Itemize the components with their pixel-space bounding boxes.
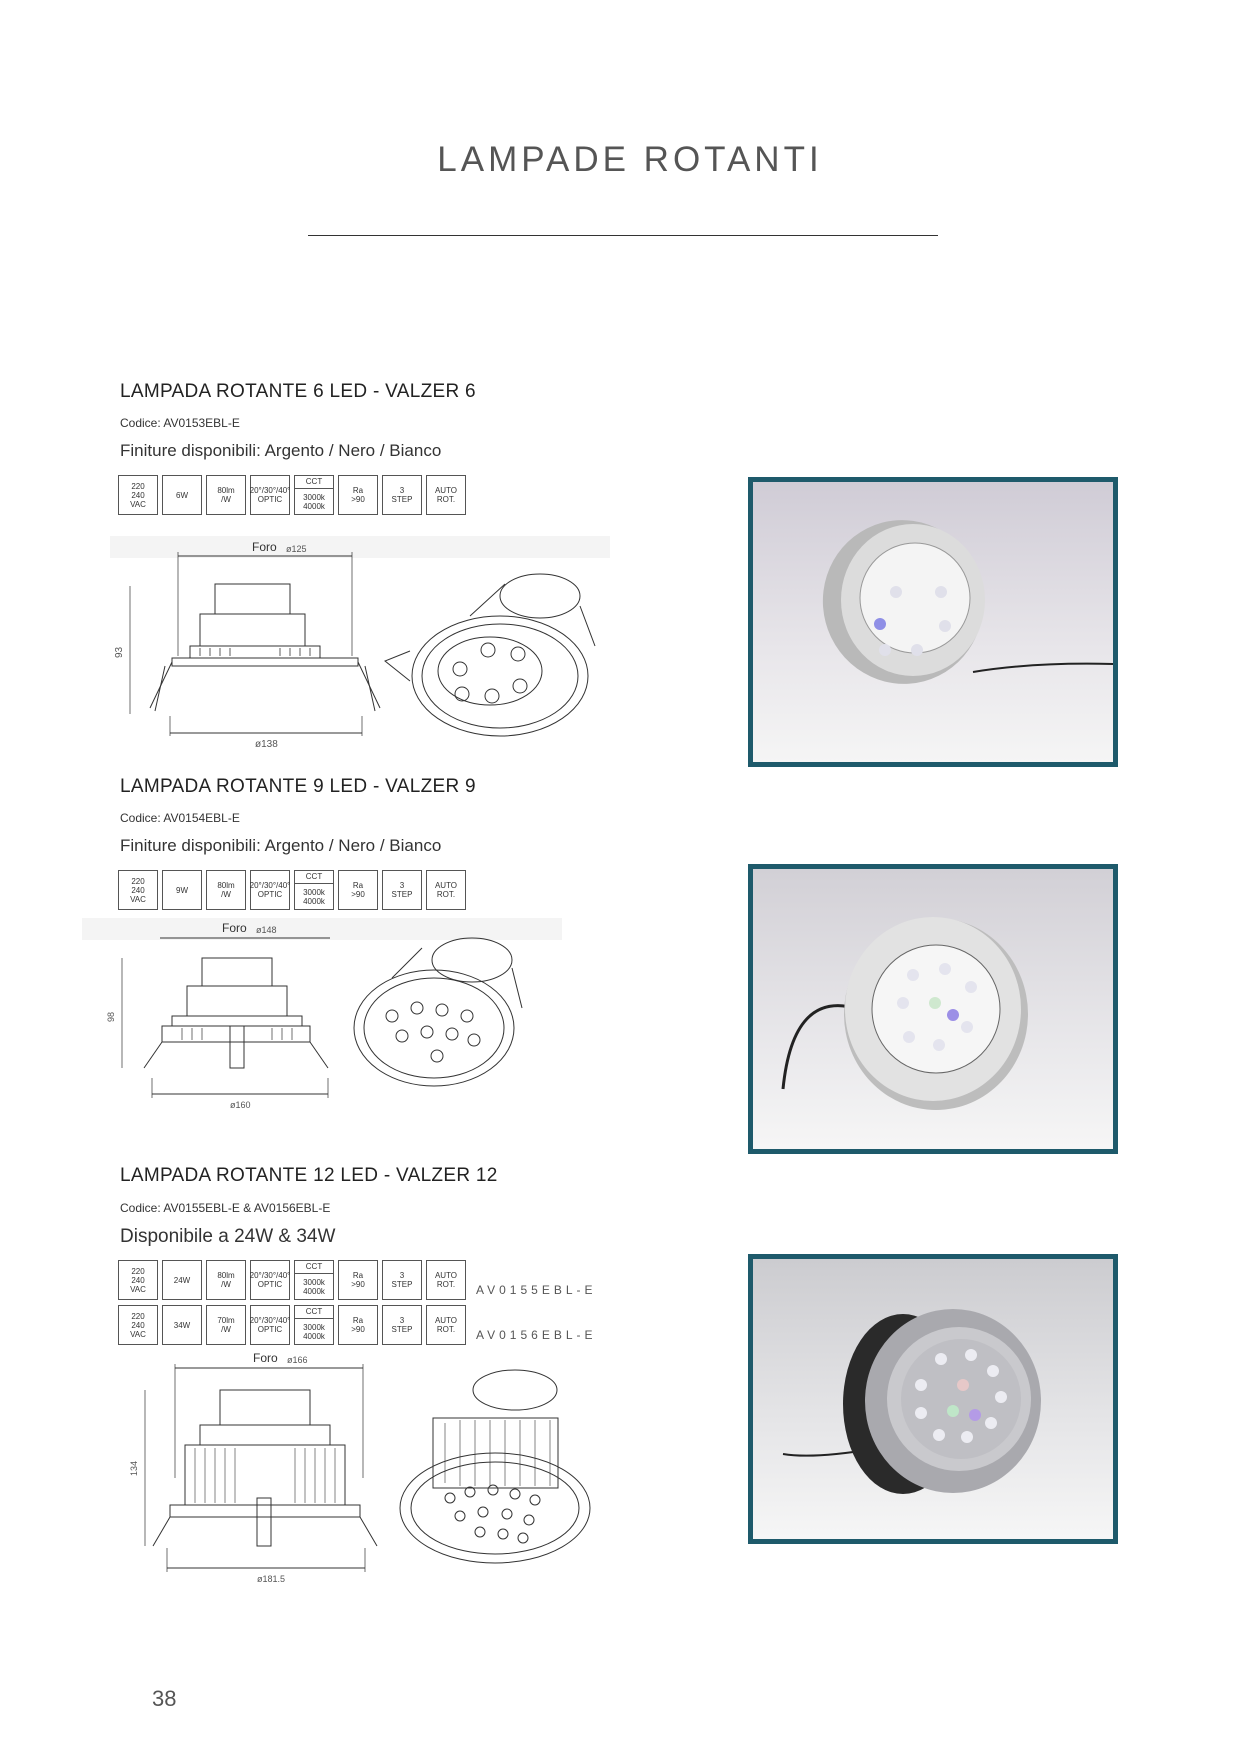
- spec-cct: [294, 1260, 334, 1300]
- product-2-photo-image: [753, 869, 1113, 1149]
- product-3-foro-label: Foro: [253, 1351, 278, 1365]
- spec-cct-label: CCT: [295, 871, 333, 884]
- product-3-height-dim: 134: [129, 1460, 139, 1476]
- spec-cri: Ra >90: [338, 1305, 378, 1345]
- spec-efficacy: 80lm /W: [206, 1260, 246, 1300]
- spec-wattage: 34W: [162, 1305, 202, 1345]
- spec-optic-angles: 20°/30°/40°: [249, 1271, 291, 1280]
- spec-optic: [250, 475, 290, 515]
- product-3-spec-row-2: [118, 1305, 466, 1345]
- spec-cct-label: CCT: [295, 476, 333, 489]
- product-2-foro-dim: ø148: [256, 925, 277, 935]
- spec-wattage: 24W: [162, 1260, 202, 1300]
- spec-cct: [294, 870, 334, 910]
- product-1-spec-row: [118, 475, 466, 515]
- spec-efficacy: 80lm /W: [206, 475, 246, 515]
- product-2-finish: Finiture disponibili: Argento / Nero / Bianco: [120, 836, 442, 855]
- page-title: LAMPADE ROTANTI: [437, 140, 823, 179]
- product-3-code: Codice: AV0155EBL-E & AV0156EBL-E: [120, 1201, 331, 1215]
- product-1-height-dim: 93: [114, 646, 125, 658]
- spec-cct-label: CCT: [295, 1306, 333, 1319]
- spec-efficacy: 80lm /W: [206, 870, 246, 910]
- product-3-name: LAMPADA ROTANTE 12 LED - VALZER 12: [120, 1165, 498, 1186]
- spec-step: 3 STEP: [382, 1305, 422, 1345]
- spec-cct-values: 3000k 4000k: [303, 1277, 325, 1296]
- product-3-row-1-code: AV0155EBL-E: [476, 1283, 597, 1297]
- product-1-finish: Finiture disponibili: Argento / Nero / Bianco: [120, 441, 442, 460]
- spec-cri: Ra >90: [338, 475, 378, 515]
- product-1-photo-image: [753, 482, 1113, 762]
- product-3-photo: [748, 1254, 1118, 1544]
- spec-optic-label: OPTIC: [257, 1280, 283, 1289]
- spec-step: 3 STEP: [382, 475, 422, 515]
- product-2-photo: [748, 864, 1118, 1154]
- spec-voltage: 220 240 VAC: [118, 1260, 158, 1300]
- spec-optic: [250, 870, 290, 910]
- spec-optic-label: OPTIC: [257, 890, 283, 899]
- product-1-technical-drawing: [110, 536, 610, 751]
- product-2-technical-drawing: [82, 918, 562, 1118]
- spec-cri: Ra >90: [338, 1260, 378, 1300]
- spec-cri: Ra >90: [338, 870, 378, 910]
- product-3-width-dim: ø181.5: [257, 1574, 286, 1584]
- spec-optic-label: OPTIC: [257, 495, 283, 504]
- spec-voltage: 220 240 VAC: [118, 1305, 158, 1345]
- product-2-foro-label: Foro: [222, 921, 247, 935]
- product-1-foro-label: Foro: [252, 540, 277, 554]
- spec-wattage: 9W: [162, 870, 202, 910]
- spec-efficacy: 70lm /W: [206, 1305, 246, 1345]
- product-1-name: LAMPADA ROTANTE 6 LED - VALZER 6: [120, 381, 476, 402]
- spec-auto-rotation: AUTO ROT.: [426, 1260, 466, 1300]
- page-number: 38: [152, 1686, 177, 1711]
- spec-optic-angles: 20°/30°/40°: [249, 881, 291, 890]
- spec-wattage: 6W: [162, 475, 202, 515]
- spec-cct: [294, 1305, 334, 1345]
- spec-cct-values: 3000k 4000k: [303, 492, 325, 511]
- spec-cct-values: 3000k 4000k: [303, 1322, 325, 1341]
- product-3-photo-image: [753, 1259, 1113, 1539]
- product-2-spec-row: [118, 870, 466, 910]
- spec-step: 3 STEP: [382, 870, 422, 910]
- title-divider: [308, 235, 938, 236]
- product-1-code: Codice: AV0153EBL-E: [120, 416, 240, 430]
- spec-optic-angles: 20°/30°/40°: [249, 1316, 291, 1325]
- product-1-photo: [748, 477, 1118, 767]
- product-2-width-dim: ø160: [230, 1100, 251, 1110]
- product-3-technical-drawing: [115, 1348, 635, 1593]
- spec-voltage: 220 240 VAC: [118, 870, 158, 910]
- product-3-finish: Disponibile a 24W & 34W: [120, 1226, 336, 1247]
- spec-auto-rotation: AUTO ROT.: [426, 870, 466, 910]
- spec-optic: [250, 1305, 290, 1345]
- product-1-width-dim: ø138: [255, 739, 278, 750]
- spec-step: 3 STEP: [382, 1260, 422, 1300]
- spec-voltage: 220 240 VAC: [118, 475, 158, 515]
- spec-auto-rotation: AUTO ROT.: [426, 1305, 466, 1345]
- spec-cct-label: CCT: [295, 1261, 333, 1274]
- product-1-foro-dim: ø125: [286, 544, 307, 554]
- product-2-height-dim: 98: [106, 1011, 116, 1022]
- product-2-name: LAMPADA ROTANTE 9 LED - VALZER 9: [120, 776, 476, 797]
- spec-cct-values: 3000k 4000k: [303, 887, 325, 906]
- product-3-row-2-code: AV0156EBL-E: [476, 1328, 597, 1342]
- spec-optic-label: OPTIC: [257, 1325, 283, 1334]
- spec-cct: [294, 475, 334, 515]
- product-3-spec-row-1: [118, 1260, 466, 1300]
- product-3-foro-dim: ø166: [287, 1355, 308, 1365]
- spec-optic-angles: 20°/30°/40°: [249, 486, 291, 495]
- spec-optic: [250, 1260, 290, 1300]
- product-2-code: Codice: AV0154EBL-E: [120, 811, 240, 825]
- spec-auto-rotation: AUTO ROT.: [426, 475, 466, 515]
